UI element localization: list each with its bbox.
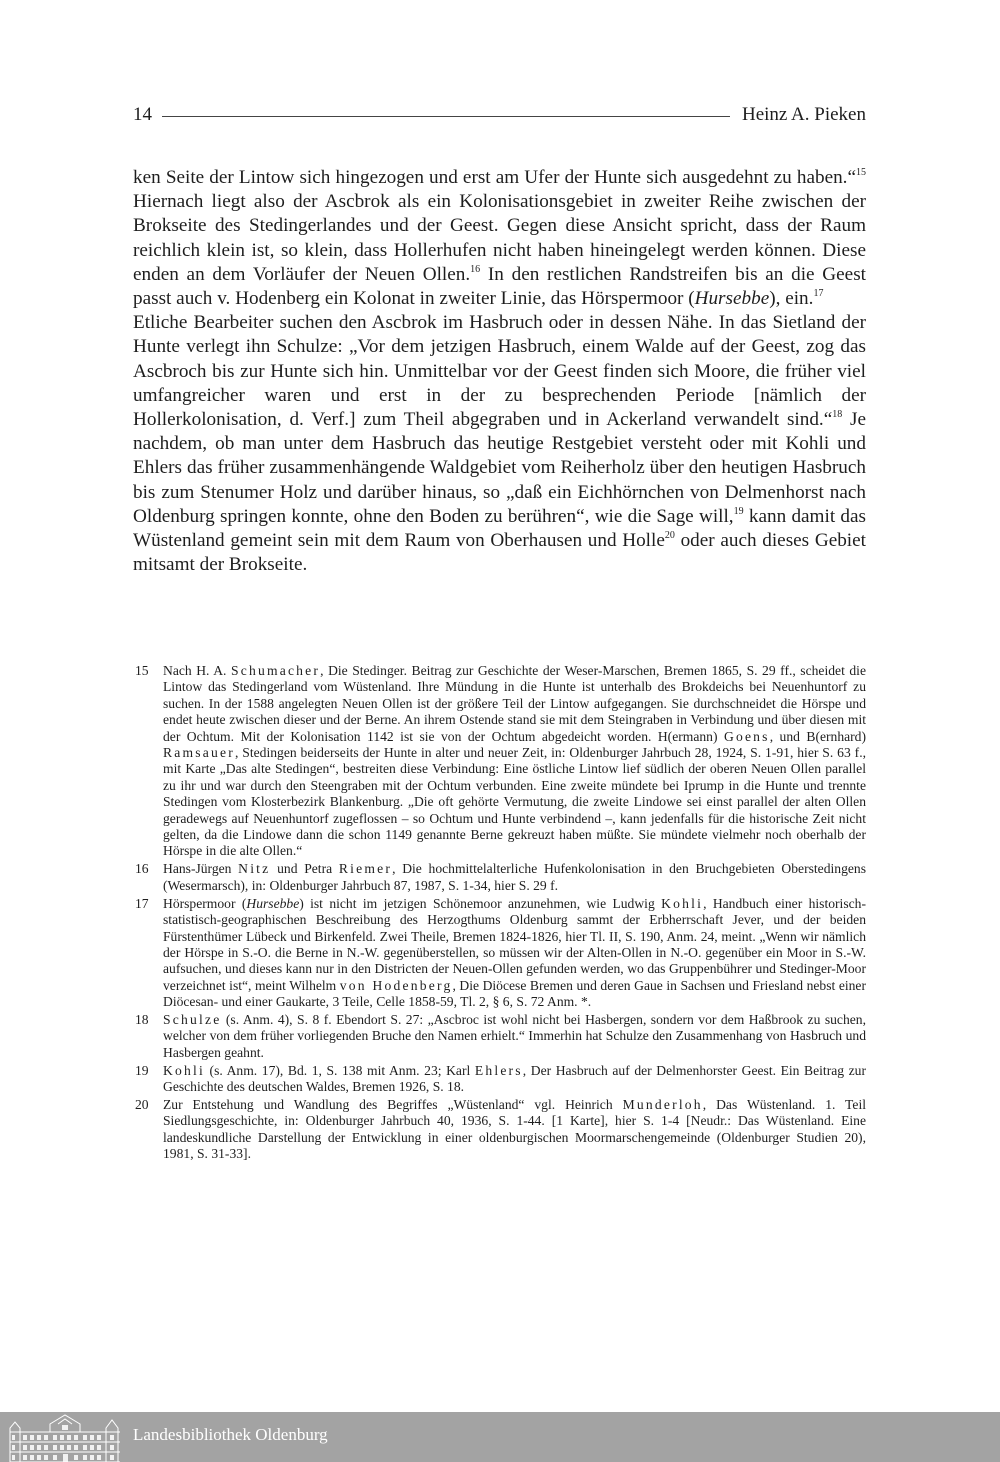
footnote-number: 19 bbox=[135, 1062, 149, 1078]
text-run: Hiernach liegt also der Ascbrok als ein Kolonisationsgebiet in zweiter Reihe zwischen der Brokseite des Stedingerlandes und der Geest. Gegen diese Ansicht spricht, dass der Raum reichlich klein ist, so klein, dass Hollerhufen nicht haben hineingelegt werden können. Diese enden an dem Vorläufer der Neuen Ollen. bbox=[133, 191, 866, 285]
text-run: , Die Stedinger. Beitrag zur Geschichte der Weser-Marschen, Bremen 1865, S. 29 ff., scheidet die Lintow das Stedingerland vom Wüstenland. Ihre Mündung in die Hunte ist unterhalb des Brokdeichs bei Neuenhuntorf zu suchen. In der 1588 angelegten Neuen Ollen ist der größere Teil der Lintow aufgegangen. Sie durchschneidet die Hörspe und endet heute zwischen dieser und der Berne. An ihrem Ostende stand sie mit dem Steingraben in Verbindung und über diesen mit der Ochtum. Mit der Kolonisation 1142 ist sie von der Ochtum abgedeicht worden. H(ermann) bbox=[163, 663, 866, 744]
footnote-number: 16 bbox=[135, 861, 149, 877]
header-rule bbox=[162, 116, 730, 117]
paragraph-2 bbox=[133, 311, 866, 577]
footnote-text bbox=[163, 1097, 866, 1163]
library-building-icon bbox=[8, 1414, 122, 1462]
footnote-18 bbox=[133, 1012, 866, 1061]
author-name: Ehlers bbox=[474, 1062, 523, 1078]
paragraph-1 bbox=[133, 166, 866, 311]
text-run: Hans-Jürgen bbox=[163, 861, 239, 877]
footnote-20 bbox=[133, 1097, 866, 1163]
footnote-ref-19[interactable]: 19 bbox=[733, 505, 744, 517]
text-run: , und B(ernhard) bbox=[769, 728, 867, 744]
author-name: Riemer bbox=[338, 861, 393, 877]
text-run: , Stedingen beiderseits der Hunte in alter und neuer Zeit, in: Oldenburger Jahrbuch 28, 1924, S. 1-91, hier S. 63 f., mit Karte „Das alte Stedingen“, bestreiten diese Verbindung: Eine östliche Lintow lief südlich der oberen Neuen Ollen parallel zu ihr und war durch den Steengraben mit der Ochtum verbunden. Eine zweite mündete bei Iprump in die Hunte und trennte Stedingen vom Klosterbezirk Blankenburg. „Die oft gehörte Vermutung, die zweite Lindowe sei einst parallel der alten Ollen geradewegs auf Neuenhuntorf zugeflossen – so Ochtum und Hunte verbindend –, kann jedenfalls für die historische Zeit nicht gelten, da die Lindowe dann die schon 1149 genannte Berne gekreuzt haben müßte. Sie mündete vielmehr noch oberhalb der Hörspe in die alte Ollen.“ bbox=[163, 745, 866, 859]
text-run: ken Seite der Lintow sich hingezogen und erst am Ufer der Hunte sich ausgedehnt zu haben.“ bbox=[133, 167, 856, 188]
footnote-number: 20 bbox=[135, 1097, 149, 1113]
text-run: oder auch dieses Gebiet mitsamt der Brokseite. bbox=[133, 530, 866, 576]
text-run: (s. Anm. 4), S. 8 f. Ebendort S. 27: „Ascbroc ist wohl nicht bei Hasbergen, sondern vor dem Haßbrook zu suchen, welcher von dem früher vorliegenden Bruche den Namen erhielt.“ Immerhin hat Schulze den Zusammenhang von Hasbruch und Hasbergen geahnt. bbox=[163, 1012, 866, 1060]
footnote-number: 17 bbox=[135, 895, 149, 911]
running-header bbox=[133, 102, 866, 128]
text-run: kann damit das Wüstenland gemeint sein mit dem Raum von Oberhausen und Holle bbox=[133, 505, 866, 552]
text-run: ), ein. bbox=[769, 288, 814, 310]
footnote-ref-15[interactable]: 15 bbox=[856, 167, 866, 178]
text-run: Zur Entstehung und Wandlung des Begriffes „Wüstenland“ vgl. Heinrich bbox=[163, 1097, 623, 1113]
footnote-text bbox=[163, 663, 866, 860]
text-run: , Handbuch einer historisch-statistisch-geographischen Beschreibung des Herzogthums Oldenburg sammt der Erbherrschaft Jever, und der beiden Fürstenthümer Lübeck und Birkenfeld. Zwei Theile, Bremen 1824-1826, hier Tl. II, S. 190, Anm. 24, meint. „Wenn wir nämlich der Hörspe in S.-O. die Berne in N.-W. gegenüberstellen, so müssen wir der Alten-Ollen in N.-O. gegenüber ein Moor in S.-W. aufsuchen, und dieses kann nur in den Districten der Neuen-Ollen gefunden werden, wo das Gruppenbührer und Stedinger-Moor verzeichnet ist“, meint Wilhelm bbox=[163, 895, 866, 993]
text-run: (s. Anm. 17), Bd. 1, S. 138 mit Anm. 23; Karl bbox=[204, 1062, 475, 1078]
footnote-number: 15 bbox=[135, 663, 149, 678]
author-name: von Hodenberg bbox=[339, 977, 453, 993]
author-name: Nitz bbox=[238, 861, 271, 877]
footnote-text bbox=[163, 861, 866, 894]
text-run: ) ist nicht im jetzigen Schönemoor anzunehmen, wie Ludwig bbox=[299, 895, 662, 911]
author-name: Kohli bbox=[661, 895, 704, 911]
library-name: Landesbibliothek Oldenburg bbox=[133, 1425, 328, 1444]
footnote-number: 18 bbox=[135, 1012, 149, 1028]
footnote-ref-16[interactable]: 16 bbox=[470, 263, 481, 275]
page-number: 14 bbox=[133, 104, 152, 125]
footnote-16 bbox=[133, 861, 866, 894]
footnote-15 bbox=[133, 663, 866, 860]
italic-term: Hursebbe bbox=[246, 895, 300, 911]
text-run: , Der Hasbruch auf der Delmenhorster Geest. Ein Beitrag zur Geschichte des deutschen Waldes, Bremen 1926, S. 18. bbox=[163, 1062, 866, 1095]
author-name: Schulze bbox=[163, 1012, 222, 1028]
text-run: , Die hochmittelalterliche Hufenkolonisation in den Bruchgebieten Oberstedingens (Wesermarsch), in: Oldenburger Jahrbuch 87, 1987, S. 1-34, hier S. 29 f. bbox=[163, 861, 866, 893]
author-name: Ramsauer bbox=[163, 745, 235, 761]
footnote-19 bbox=[133, 1063, 866, 1096]
author-name: Munderloh bbox=[622, 1097, 703, 1113]
text-run: Nach H. A. bbox=[163, 663, 231, 678]
author-name: Kohli bbox=[163, 1062, 205, 1078]
footnotes bbox=[133, 663, 866, 1164]
footnote-text bbox=[163, 896, 866, 1011]
text-run: , Die Diöcese Bremen und deren Gaue in Sachsen und Friesland nebst einer Diöcesan- und einer Gaukarte, 3 Teile, Celle 1858-59, Tl. 2, § 6, S. 72 Anm. *. bbox=[163, 977, 866, 1010]
text-run: In den restlichen Randstreifen bis an die Geest passt auch v. Hodenberg ein Kolonat in zweiter Linie, das Hörspermoor ( bbox=[133, 263, 866, 310]
text-run: Hörspermoor ( bbox=[163, 895, 247, 911]
footnote-ref-20[interactable]: 20 bbox=[664, 530, 675, 542]
author-name: Heinz A. Pieken bbox=[741, 104, 866, 125]
text-run: Je nachdem, ob man unter dem Hasbruch das heutige Restgebiet versteht oder mit Kohli und Ehlers das früher zusammenhängende Waldgebiet vom Reiherholz über den heutigen Hasbruch bis zum Stenumer Holz und darüber hinaus, so „daß ein Eichhörnchen von Delmenhorst nach Oldenburg springen konnte, ohne den Boden zu berühren“, wie die Sage will, bbox=[133, 409, 866, 527]
footnote-text bbox=[163, 1012, 866, 1061]
footnote-ref-18[interactable]: 18 bbox=[832, 409, 843, 421]
author-name: Goens bbox=[723, 728, 770, 744]
text-run: und Petra bbox=[270, 861, 339, 877]
footnote-17 bbox=[133, 896, 866, 1011]
author-name: Schumacher bbox=[230, 663, 321, 678]
footnote-text bbox=[163, 1063, 866, 1096]
text-run: , Das Wüstenland. 1. Teil Siedlungsgeschichte, in: Oldenburger Jahrbuch 40, 1936, S. 1-44. [1 Karte], hier S. 1-4 [Neudr.: Das Wüstenland. Eine landeskundliche Darstellung der Entwicklung in einer oldenburgischen Moormarschengemeinde (Oldenburger Studien 20), 1981, S. 31-33]. bbox=[163, 1097, 867, 1162]
footnote-ref-17[interactable]: 17 bbox=[813, 288, 824, 300]
main-text bbox=[133, 166, 866, 577]
italic-term: Hursebbe bbox=[694, 288, 770, 310]
text-run: Etliche Bearbeiter suchen den Ascbrok im Hasbruch oder in dessen Nähe. In das Sietland der Hunte verlegt ihn Schulze: „Vor dem jetzigen Hasbruch, einem Walde auf der Geest, zog das Ascbroch bis zur Hunte sich hin. Unmittelbar vor der Geest finden sich Moore, die früher viel umfangreicher waren und erst in der zu besprechenden Periode [nämlich der Hollerkolonisation, d. Verf.] zum Theil abgegraben und in Ackerland verwandelt sind.“ bbox=[133, 312, 866, 431]
library-footer-bar bbox=[0, 1412, 1000, 1462]
